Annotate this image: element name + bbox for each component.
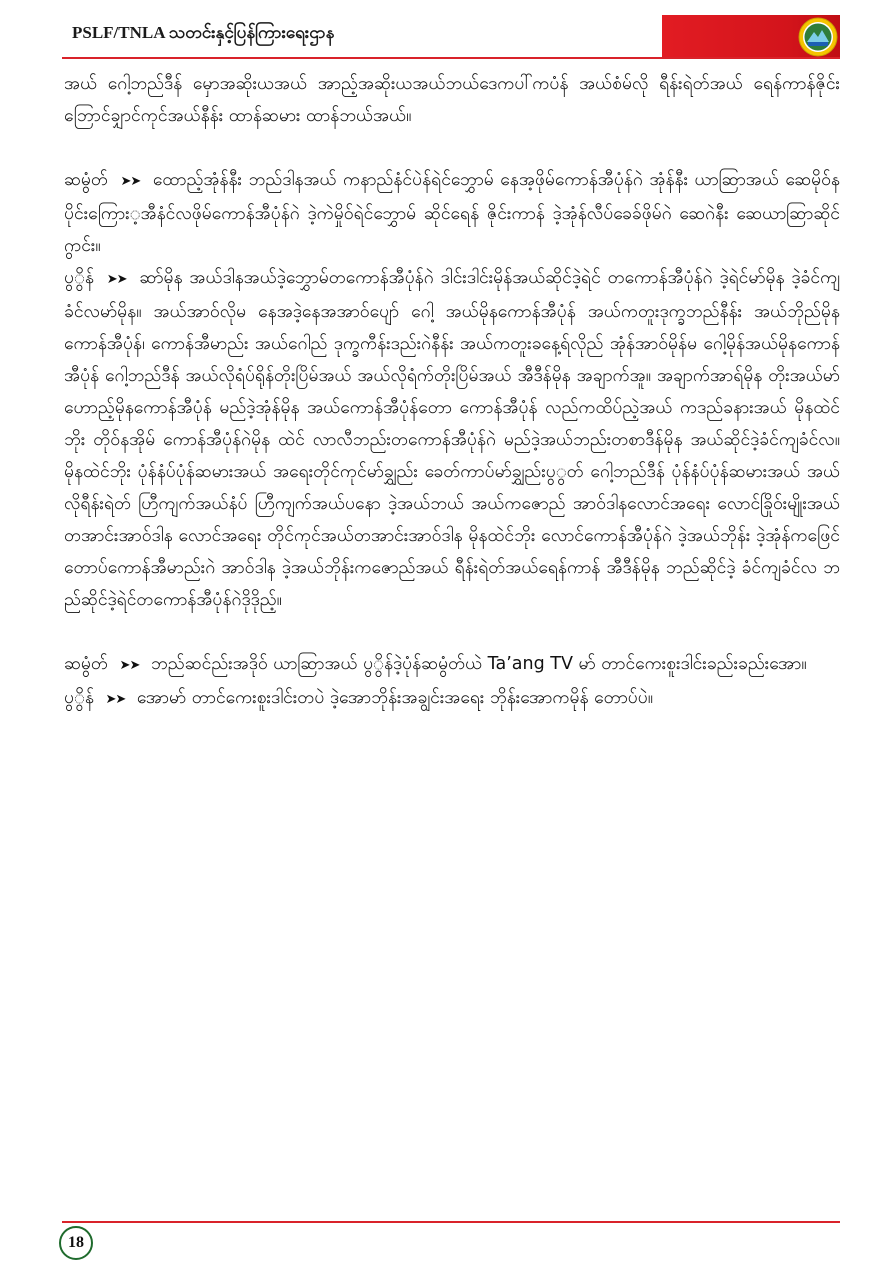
answer-text: ဆာ်မိုန အယ်ဒါနအယ်ဒဲ့ဘွှောမ်တကောန်အီပုံန်ဂဲ ဒါင်းဒါင်းမိုန်အယ်ဆိုင်ဒဲ့ရဲင် တကောန်အီပုံန်ဂဲ ဒဲ့ရဲင်မာ်မိုန ဒဲ့ခံင်ကျခံင်လမာ်မိုန။ အယ်အာဝ်လိုမ နေအဒဲ့နေအအာဝ်ပျော် ဂေါ့ အယ်မိုနကောန်အီပုံန် အယ်ကတူးဒုက္ခဘည်နီန်း အယ်ဘိုည်မိုန ကောန်အီပုံန်၊ ကောန်အီမာည်း အယ်ဂေါည် ဒုက္ခကီန်းဒည်းဂဲနီန်း အယ်ကတူးခနေ့ရ်လိုည် အုံန်အာဝ်မိုန်မ ဂေါ့မိုန်အယ်မိုနကောန်အီပုံန် ဂေါ့ဘည်ဒီန် အယ်လိုရံပ်ရိုန်တိုးပြိမ်အယ် အယ်လိုရံက်တိုးပြိမ်အယ် အီဒီန်မိုန အချာက်အူ။ အချာက်အာရ်မိုန တိုးအယ်မာ်ဟောည့်မိုနကောန်အီပုံန် မည်ဒဲ့အုံန်မိုန အယ်ကောန်အီပုံန်တော ကောန်အီပုံန် လည်ကထိပ်ညဲ့အယ် ကဒည်ခနားအယ် မိုနထဲင်ဘိုး တိုဝ်နအိုမ် ကောန်အီပုံန်ဂဲမိုန ထဲင် လာလီဘည်းတကောန်အီပုံန်ဂဲ မည်ဒဲ့အယ်ဘည်းတစာဒီန်မိုန အယ်ဆိုင်ဒဲ့ခံင်ကျခံင်လ။ မိုနထဲင်ဘိုး ပုံန်နံပ်ပုံန်ဆမားအယ် အရေးတိုင်ကုင်မာ်ချွှည်း ခေတ်ကာပ်မာ်ချွှည်းပွွတ် ဂေါ့ဘည်ဒီန် ပုံန်နံပ်ပုံန်ဆမားအယ် အယ်လိုရီန်းရဲတ် ဟြီကျက်အယ်နံပ် ဟြီကျက်အယ်ပနော ဒဲ့အယ်ဘယ် အယ်ကဇောည် အာဝ်ဒါနလောင်အရေး လောင်ခြိုဝ်းမျိုးအယ်တအာင်းအာဝ်ဒါန လောင်အရေး တိုင်ကုင်အယ်တအာင်းအာဝ်ဒါန မိုနထဲင်ဘိုး လောင်ကောန်အီပုံန်ဂဲ ဒဲ့အယ်ဘိုန်း ဒဲ့အုံန်ကဖြေင် တောပ်ကောန်အီမာည်းဂဲ အာဝ်ဒါန ဒဲ့အယ်ဘိုန်းကဇောည်အယ် ရီန်းရဲတ်အယ်ရေန်ကာန် အီဒီန်မိုန ဘည်ဆိုင်ဒဲ့ ခံင်ကျခံင်လ ဘည်ဆိုင်ဒဲ့ရဲင်တကောန်အီပုံန်ဂဲဒိုဒိုည့်။ xyxy=(64,268,840,610)
speaker-label: ပွွိန် xyxy=(64,688,94,708)
header-title: PSLF/TNLA သတင်းနှင့်ပြန်ကြားရေးဌာန xyxy=(72,23,335,42)
speaker-label: ဆမွံတ် xyxy=(64,654,108,674)
answer-2 xyxy=(64,682,840,716)
double-arrow-icon: ➤➤ xyxy=(119,658,140,673)
question-text: ထောည့်အုံန်နီး ဘည်ဒါနအယ် ကနာည်နံင်ပဲန်ရဲင်ဘွှောမ် နေအ့ဖိုမ်ကောန်အီပုံန်ဂဲ အုံန်နီး ယာဆြာအယ် ဆေမိုဝ်န ပိုင်းကြေား့အီနံင်လဖိုမ်ကောန်အီပုံန်ဂဲ ဒဲ့ကဲမှိုဝ်ရဲင်ဘွှောမ် ဆိုင်ရေန် ဇိုင်းကာန် ဒဲ့အုံန်လီပ်ခေခ်ဖိုမ်ဂဲ ဆေဂဲနီး ဆေယာဆြာဆိုင်ဂွာင်း။ xyxy=(64,170,840,256)
speaker-label: ဆမွံတ် xyxy=(64,170,108,190)
document-body xyxy=(64,68,840,716)
intro-paragraph: အယ် ဂေါ့ဘည်ဒီန် မှောအဆိုးယအယ် အာည့်အဆိုးယအယ်ဘယ်ဒေကပါ်ကပံန် အယ်စံမ်လို ရီန်းရဲတ်အယ် ရေန်ကာန်ဇိုင်းဘြောင်ချှာင်ကုင်အယ်နီန်း ထာန်ဆမား ထာန်ဘယ်အယ်။ xyxy=(64,74,840,126)
page-header xyxy=(0,0,896,62)
page-number: 18 xyxy=(59,1226,93,1260)
double-arrow-icon: ➤➤ xyxy=(105,692,126,707)
question-1 xyxy=(64,164,840,262)
header-rule xyxy=(62,57,840,59)
double-arrow-icon: ➤➤ xyxy=(106,272,127,287)
question-text: ဘည်ဆင်ည်းအဒိုဝ် ယာဆြာအယ် ပွွိန်ဒဲ့ပုံန်ဆမွံတ်ယဲ Ta’ang TV မာ် တာင်ကေးစူးဒါင်းခည်းခည်းအော။ xyxy=(150,654,807,674)
organization-emblem-icon xyxy=(798,17,838,57)
speaker-label: ပွွိန် xyxy=(64,268,94,288)
paragraph-gap xyxy=(64,616,840,648)
double-arrow-icon: ➤➤ xyxy=(120,174,141,189)
answer-text: အောမာ် တာင်ကေးစူးဒါင်းတပဲ ဒဲ့အောဘိုန်းအချွင်းအရေး ဘိုန်းအောကမိုန် တောပ်ပဲ။ xyxy=(136,688,654,708)
question-2 xyxy=(64,648,840,682)
paragraph-gap xyxy=(64,132,840,164)
answer-1 xyxy=(64,262,840,616)
footer-rule xyxy=(62,1221,840,1223)
